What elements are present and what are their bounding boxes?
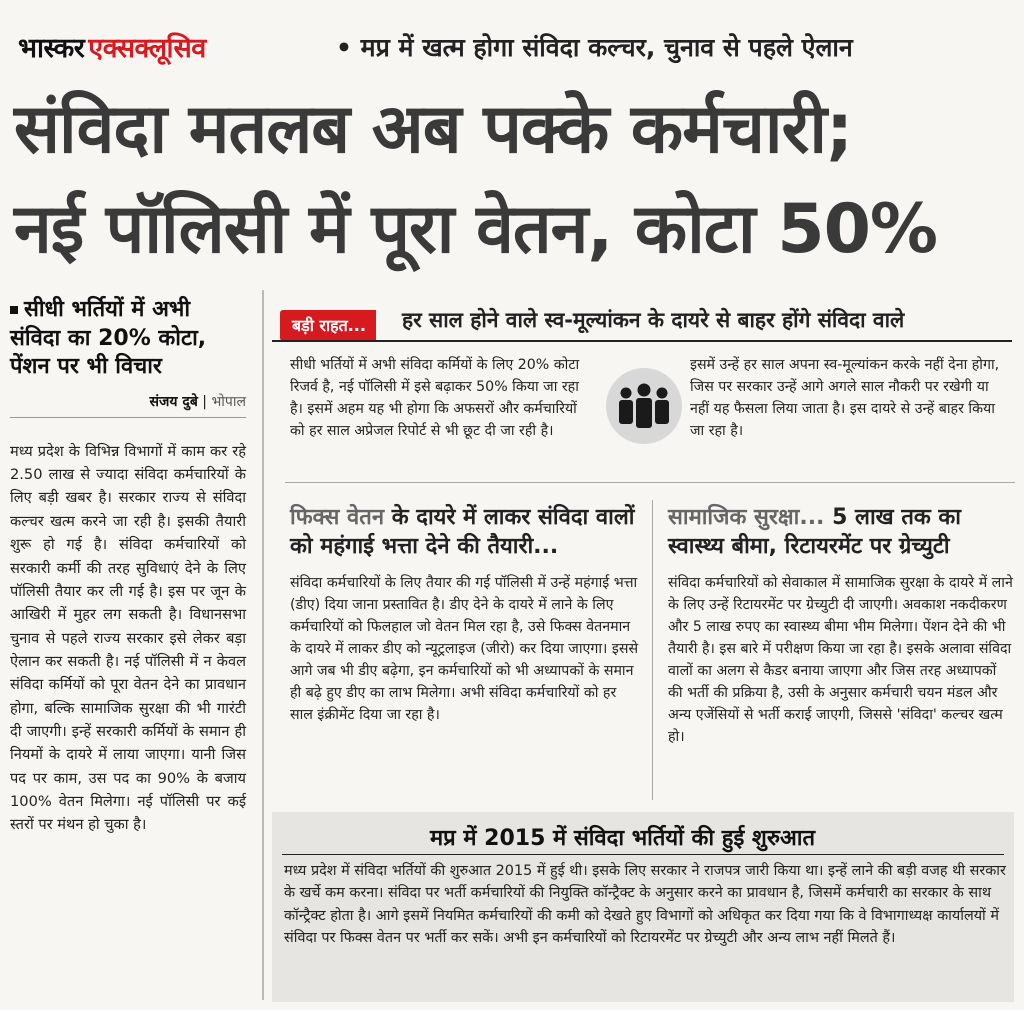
social-heading — [668, 504, 1018, 561]
headline-line-2: नई पॉलिसी में पूरा वेतन, कोटा 50% — [14, 190, 938, 269]
relief-tagline: हर साल होने वाले स्व-मूल्यांकन के दायरे से बाहर होंगे संविदा वाले — [402, 308, 905, 332]
relief-para-right: इसमें उन्हें हर साल अपना स्व-मूल्यांकन करके नहीं देना होगा, जिस पर सरकार उन्हें आगे अगले साल नौकरी पर रखेगी या नहीं यह फैसला लिया जाता है। इस दायरे से उन्हें बाहर किया जा रहा है। — [690, 357, 1000, 439]
history-rule — [282, 854, 1004, 855]
brand-name: भास्कर — [18, 33, 85, 64]
deck — [10, 296, 246, 382]
tagline-rule — [272, 340, 1012, 342]
fixed-pay-heading-lead: फिक्स वेतन — [290, 505, 385, 530]
dateline-city: भोपाल — [211, 393, 246, 410]
left-body-text: मध्य प्रदेश के विभिन्न विभागों में काम कर रहे 2.50 लाख से ज्यादा संविदा कर्मचारियों के लिए बड़ी खबर है। सरकार राज्य से संविदा कल्चर खत्म करने जा रही है। इसकी तैयारी शुरू हो गई है। संविदा कर्मचारियों को सरकारी कर्मी की तरह सुविधाएं देने के लिए पॉलिसी तैयार कर ली गई है। इस पर जून के आखिरी में मुहर लग सकती है। विधानसभा चुनाव से पहले राज्य सरकार इसे लेकर बड़ा ऐलान कर सकती है। नई पॉलिसी में न केवल संविदा कर्मियों को पूरा वेतन देने का प्रावधान होगा, बल्कि सामाजिक सुरक्षा की भी गारंटी दी जाएगी। इन्हें सरकारी कर्मियों के समान ही नियमों के दायरे में लाया जाएगा। यानी जिस पद पर काम, उस पद का 90% के बजाय 100% वेतन मिलेगा। नई पॉलिसी पर कई स्तरों पर मंथन हो चुका है। — [10, 442, 246, 834]
history-title: मप्र में 2015 में संविदा भर्तियों की हुई शुरुआत — [430, 826, 816, 851]
headline-line-1: संविदा मतलब अब पक्के कर्मचारी; — [14, 90, 853, 169]
byline: संजय दुबे | भोपाल — [10, 392, 246, 418]
fixed-pay-heading — [290, 504, 650, 561]
deck-text: सीधी भर्तियों में अभी संविदा का 20% कोटा, पेंशन पर भी विचार — [10, 297, 207, 380]
social-body: संविदा कर्मचारियों को सेवाकाल में सामाजिक सुरक्षा के दायरे में लाने के लिए उन्हें रिटायरमेंट पर ग्रेच्युटी दी जाएगी। अवकाश नकदीकरण और 5 लाख रुपए का स्वास्थ्य बीमा भीम मिलेगा। पेंशन देने की भी तैयारी है। इस बारे में परीक्षण किया जा रहा है। इसके अलावा संविदा वालों का अलग से कैडर बनाया जाएगा और जिस तरह अध्यापकों की भर्ती की प्रक्रिया है, उसी के अनुसार कर्मचारी चयन मंडल और अन्य एजेंसियों से भर्ती कराई जाएगी, जिससे 'संविदा' कल्चर खत्म हो। — [668, 575, 1013, 745]
brand-kicker — [18, 28, 206, 65]
kicker-line: • मप्र में खत्म होगा संविदा कल्चर, चुनाव से पहले ऐलान — [336, 33, 853, 62]
brand-exclusive: एक्सक्लूसिव — [88, 33, 206, 64]
bullet-square-icon — [10, 306, 18, 314]
author-name: संजय दुबे — [149, 393, 198, 410]
fixed-pay-body: संविदा कर्मचारियों के लिए तैयार की गई पॉलिसी में उन्हें महंगाई भत्ता (डीए) दिया जाना प्रस्तावित है। डीए देने के दायरे में लाने के लिए कर्मचारियों को फिलहाल जो वेतन मिल रहा है, उसे फिक्स वेतनमान के दायरे में लाकर डीए को न्यूट्रलाइज (जीरो) कर दिया जाएगा। इससे आगे जब भी डीए बढ़ेगा, इन कर्मचारियों को भी अध्यापकों के समान ही बढ़े हुए डीए का लाभ मिलेगा। अभी संविदा कर्मचारियों को हर साल इंक्रीमेंट दिया जा रहा है। — [290, 575, 639, 723]
relief-badge: बड़ी राहत... — [280, 310, 376, 341]
left-column — [10, 296, 246, 837]
section-divider — [652, 500, 653, 800]
social-heading-lead: सामाजिक सुरक्षा... — [668, 505, 825, 530]
section-rule — [285, 482, 1015, 483]
social-heading-rest: 5 लाख तक का स्वास्थ्य बीमा, रिटायरमेंट पर ग्रेच्युटी — [668, 505, 962, 559]
fixed-pay-heading-rest: के दायरे में लाकर संविदा वालों को महंगाई भत्ता देने की तैयारी... — [290, 505, 635, 559]
people-group-icon — [606, 368, 682, 444]
relief-para-left: सीधी भर्तियों में अभी संविदा कर्मियों के लिए 20% कोटा रिजर्व है, नई पॉलिसी में इसे बढ़ाकर 50% किया जा रहा है। इसमें अहम यह भी होगा कि अफसरों और कर्मचारियों को हर साल अप्रेजल रिपोर्ट से भी छूट दी जा रही है। — [290, 357, 580, 439]
column-divider — [262, 290, 264, 1000]
history-body: मध्य प्रदेश में संविदा भर्तियों की शुरुआत 2015 में हुई थी। इसके लिए सरकार ने राजपत्र जारी किया था। इन्हें लाने की बड़ी वजह थी सरकार के खर्चे कम करना। संविदा पर भर्ती कर्मचारियों की नियुक्ति कॉन्ट्रैक्ट के अनुसार करने का प्रावधान है, जिसमें कर्मचारी का सरकार के साथ कॉन्ट्रैक्ट होता है। आगे इसमें नियमित कर्मचारियों की कमी को देखते हुए विभागों को अधिकृत कर दिया गया कि वे विभागाध्यक्ष कार्यालयों में संविदा पर फिक्स वेतन पर भर्ती कर सकें। अभी इन कर्मचारियों को रिटायरमेंट पर ग्रेच्युटी और अन्य लाभ नहीं मिलते हैं। — [284, 863, 1006, 946]
